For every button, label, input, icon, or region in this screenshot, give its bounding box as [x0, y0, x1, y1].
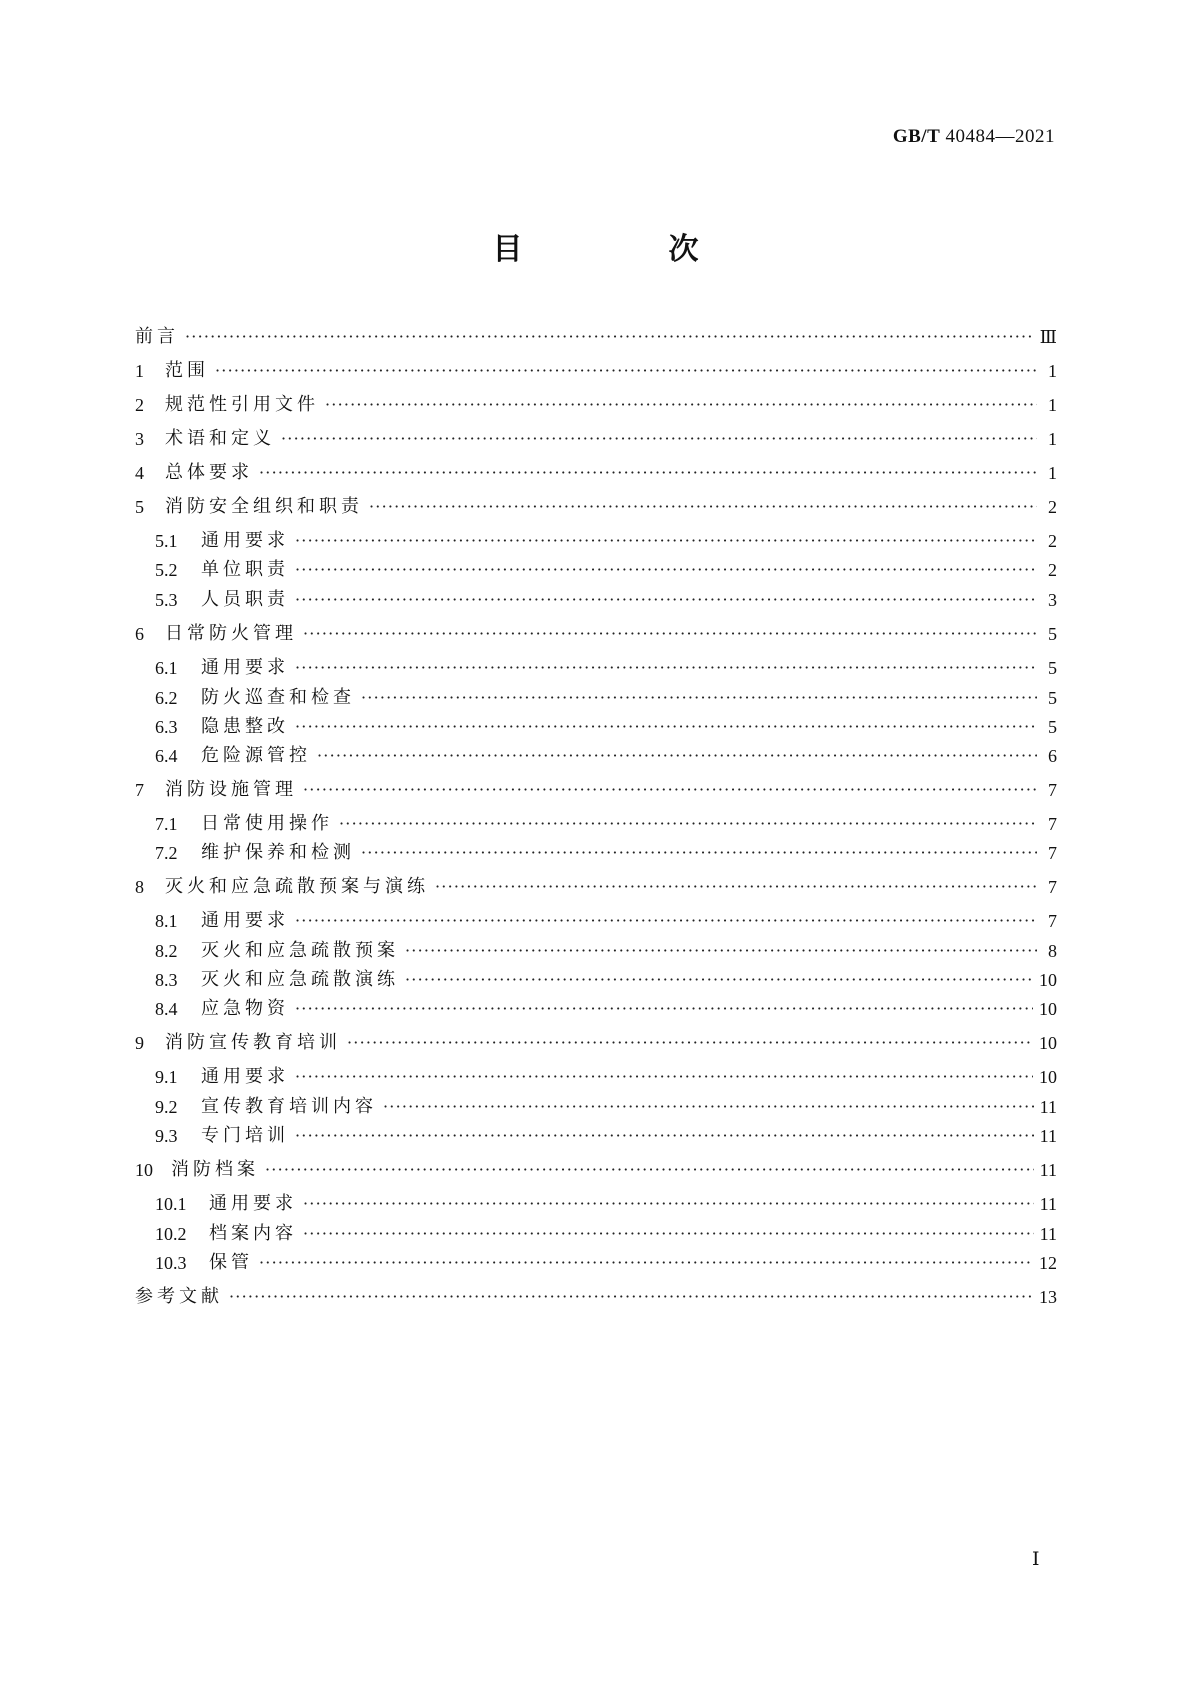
standard-code [893, 126, 1055, 148]
toc-dot-leader [295, 908, 1037, 934]
toc-entry-number: 5 [135, 497, 144, 517]
toc-entry-label: 总体要求 [165, 462, 253, 483]
toc-entry-page: 10 [1039, 1067, 1057, 1087]
toc-entry-page: 2 [1048, 560, 1057, 580]
toc-entry [135, 460, 1057, 486]
toc-entry-label: 单位职责 [201, 559, 289, 580]
toc-entry [135, 967, 1057, 993]
toc-entry-label: 术语和定义 [165, 428, 275, 449]
toc-entry-number: 4 [135, 463, 144, 483]
toc-entry-label: 通用要求 [201, 1066, 289, 1087]
toc-dot-leader [259, 1250, 1033, 1276]
toc-dot-leader [361, 840, 1037, 866]
toc-entry-label: 通用要求 [201, 657, 289, 678]
toc-dot-leader [295, 996, 1033, 1022]
toc-entry-number: 7.2 [155, 843, 178, 863]
toc-title: 目 次 [492, 232, 757, 267]
toc-entry-number: 10.3 [155, 1253, 187, 1273]
standard-number: 40484—2021 [945, 126, 1055, 147]
toc-entry-label: 应急物资 [201, 998, 289, 1019]
toc-entry [135, 811, 1057, 837]
toc-dot-leader [435, 874, 1037, 900]
toc-entry-number: 7 [135, 780, 144, 800]
toc-entry-label: 规范性引用文件 [165, 394, 319, 415]
toc-entry-page: 6 [1048, 746, 1057, 766]
toc-dot-leader [303, 1221, 1034, 1247]
toc-entry [135, 1094, 1057, 1120]
toc-entry-number: 10 [135, 1160, 153, 1180]
toc-entry-label: 宣传教育培训内容 [201, 1096, 377, 1117]
toc-entry-page: 11 [1039, 1097, 1057, 1117]
toc-dot-leader [185, 324, 1034, 350]
toc-entry [135, 1284, 1057, 1310]
toc-entry [135, 587, 1057, 613]
toc-entry-number: 5.1 [155, 531, 178, 551]
toc-entry-label: 消防宣传教育培训 [165, 1032, 341, 1053]
toc-dot-leader [317, 743, 1037, 769]
toc-entry-page: 7 [1048, 877, 1057, 897]
toc-entry [135, 1221, 1057, 1247]
toc-dot-leader [229, 1284, 1033, 1310]
toc-dot-leader [295, 1064, 1033, 1090]
toc-entry [135, 358, 1057, 384]
toc-entry-label: 保管 [209, 1252, 253, 1273]
toc-entry [135, 777, 1057, 803]
toc-entry-number: 7.1 [155, 814, 178, 834]
toc-dot-leader [383, 1094, 1034, 1120]
toc-entry-page: 8 [1048, 941, 1057, 961]
toc-entry-number: 10.2 [155, 1224, 187, 1244]
toc-entry-number: 6.1 [155, 658, 178, 678]
toc-entry [135, 1030, 1057, 1056]
toc-dot-leader [295, 528, 1037, 554]
toc-entry-label: 档案内容 [209, 1223, 297, 1244]
toc-entry-page: 5 [1048, 688, 1057, 708]
toc-entry-page: 11 [1039, 1160, 1057, 1180]
toc-entry-page: Ⅲ [1039, 327, 1057, 347]
toc-entry-page: 5 [1048, 658, 1057, 678]
toc-entry [135, 655, 1057, 681]
toc-entry-page: 12 [1039, 1253, 1057, 1273]
toc-entry-page: 10 [1039, 1033, 1057, 1053]
toc-entry-page: 11 [1039, 1224, 1057, 1244]
toc-entry [135, 908, 1057, 934]
toc-entry [135, 1250, 1057, 1276]
toc-entry [135, 714, 1057, 740]
toc-entry [135, 494, 1057, 520]
toc-entry [135, 874, 1057, 900]
toc-entry [135, 996, 1057, 1022]
toc-entry-label: 范围 [165, 360, 209, 381]
toc-entry-label: 专门培训 [201, 1125, 289, 1146]
toc-entry-label: 隐患整改 [201, 716, 289, 737]
toc-dot-leader [281, 426, 1037, 452]
toc-entry [135, 324, 1057, 350]
toc-entry [135, 528, 1057, 554]
toc-entry-page: 10 [1039, 999, 1057, 1019]
toc-entry-label: 消防设施管理 [165, 779, 297, 800]
toc-entry-number: 9.3 [155, 1126, 178, 1146]
toc-entry-label: 危险源管控 [201, 745, 311, 766]
toc-entry-label: 通用要求 [201, 910, 289, 931]
toc-dot-leader [295, 1123, 1034, 1149]
toc-dot-leader [361, 685, 1037, 711]
toc-entry-page: 5 [1048, 624, 1057, 644]
toc-entry-number: 2 [135, 395, 144, 415]
toc-entry-page: 13 [1039, 1287, 1057, 1307]
toc-entry-page: 10 [1039, 970, 1057, 990]
toc-entry [135, 938, 1057, 964]
toc-entry-page: 11 [1039, 1194, 1057, 1214]
toc-dot-leader [265, 1157, 1034, 1183]
toc-entry-label: 通用要求 [201, 530, 289, 551]
toc-entry-label: 人员职责 [201, 589, 289, 610]
toc-dot-leader [259, 460, 1037, 486]
toc-dot-leader [295, 655, 1037, 681]
toc-dot-leader [325, 392, 1037, 418]
toc-entry [135, 1191, 1057, 1217]
toc-entry-label: 消防档案 [171, 1159, 259, 1180]
toc-entry-number: 10.1 [155, 1194, 187, 1214]
toc-entry-page: 2 [1048, 531, 1057, 551]
toc-dot-leader [405, 938, 1037, 964]
toc-entry-number: 9 [135, 1033, 144, 1053]
toc-entry-label: 日常防火管理 [165, 623, 297, 644]
toc-entry-number: 6 [135, 624, 144, 644]
toc-entry-page: 1 [1048, 429, 1057, 449]
toc-entry-page: 1 [1048, 395, 1057, 415]
toc-entry [135, 1123, 1057, 1149]
page-number: Ⅰ [1032, 1549, 1040, 1570]
toc-entry-page: 7 [1048, 780, 1057, 800]
toc-entry-number: 9.2 [155, 1097, 178, 1117]
toc-dot-leader [303, 621, 1037, 647]
toc-entry [135, 1064, 1057, 1090]
toc-entry-number: 6.3 [155, 717, 178, 737]
toc-dot-leader [295, 587, 1037, 613]
toc-entry-page: 3 [1048, 590, 1057, 610]
toc-entry-page: 11 [1039, 1126, 1057, 1146]
toc-entry-page: 2 [1048, 497, 1057, 517]
toc-entry-page: 7 [1048, 843, 1057, 863]
toc-entry-number: 6.4 [155, 746, 178, 766]
toc-entry [135, 840, 1057, 866]
toc-entry-number: 8.3 [155, 970, 178, 990]
toc-dot-leader [303, 777, 1037, 803]
toc-entry-label: 日常使用操作 [201, 813, 333, 834]
toc-entry-number: 5.3 [155, 590, 178, 610]
toc-entry-page: 7 [1048, 814, 1057, 834]
toc-entry-page: 1 [1048, 463, 1057, 483]
toc-entry-label: 消防安全组织和职责 [165, 496, 363, 517]
toc-entry-number: 6.2 [155, 688, 178, 708]
toc-dot-leader [215, 358, 1037, 384]
toc-entry-label: 灭火和应急疏散演练 [201, 969, 399, 990]
toc-entry-number: 8 [135, 877, 144, 897]
toc-entry-label: 维护保养和检测 [201, 842, 355, 863]
toc-dot-leader [295, 557, 1037, 583]
toc-dot-leader [303, 1191, 1034, 1217]
toc-dot-leader [369, 494, 1037, 520]
toc-entry-number: 5.2 [155, 560, 178, 580]
toc-entry-label: 灭火和应急疏散预案 [201, 940, 399, 961]
toc-dot-leader [347, 1030, 1033, 1056]
toc-entry [135, 1157, 1057, 1183]
toc-dot-leader [405, 967, 1033, 993]
standard-prefix: GB/T [892, 126, 941, 147]
toc-entry-number: 8.1 [155, 911, 178, 931]
toc-dot-leader [339, 811, 1037, 837]
toc-entry-number: 8.2 [155, 941, 178, 961]
toc-entry [135, 621, 1057, 647]
toc-entry-number: 3 [135, 429, 144, 449]
toc-entry-label: 前言 [135, 326, 179, 347]
toc-dot-leader [295, 714, 1037, 740]
toc-entry-page: 1 [1048, 361, 1057, 381]
toc-entry-page: 5 [1048, 717, 1057, 737]
toc-entry-page: 7 [1048, 911, 1057, 931]
toc-entry [135, 392, 1057, 418]
toc-entry-number: 9.1 [155, 1067, 178, 1087]
toc-entry-label: 灭火和应急疏散预案与演练 [165, 876, 429, 897]
toc-entry [135, 685, 1057, 711]
toc-entry-number: 1 [135, 361, 144, 381]
toc-entry [135, 426, 1057, 452]
toc-entry-number: 8.4 [155, 999, 178, 1019]
toc-entry [135, 743, 1057, 769]
toc-entry-label: 防火巡查和检查 [201, 687, 355, 708]
toc-entry [135, 557, 1057, 583]
toc-entry-label: 参考文献 [135, 1286, 223, 1307]
toc-entry-label: 通用要求 [209, 1193, 297, 1214]
